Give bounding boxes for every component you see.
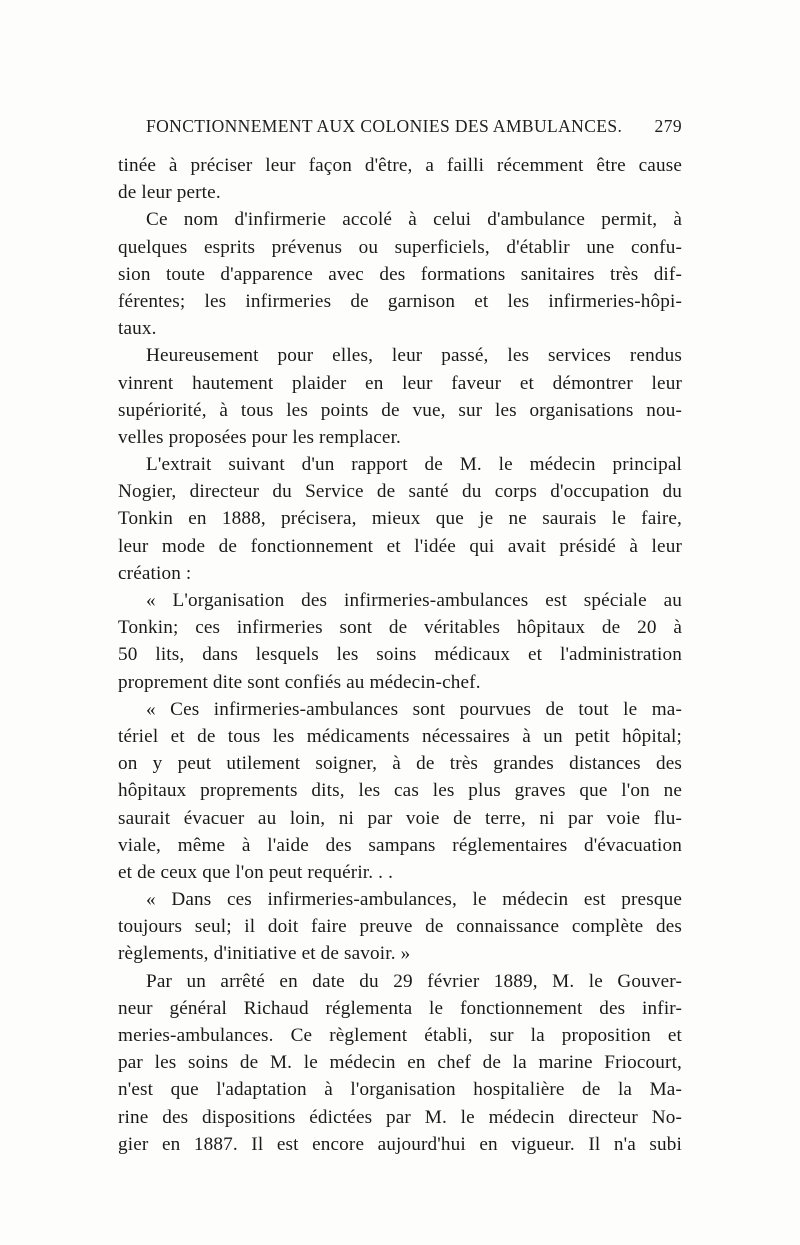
text-line: Par un arrêté en date du 29 février 1889, M. le Gouver- <box>146 970 682 992</box>
text-line: gier en 1887. Il est encore aujourd'hui en vigueur. Il n'a subi <box>118 1133 682 1155</box>
text-line: Tonkin en 1888, précisera, mieux que je ne saurais le faire, <box>118 508 682 530</box>
text-line: par les soins de M. le médecin en chef de la marine Friocourt, <box>118 1052 682 1074</box>
text-line: meries-ambulances. Ce règlement établi, sur la proposition et <box>118 1025 682 1046</box>
page-number: 279 <box>654 116 682 136</box>
text-line: n'est que l'adaptation à l'organisation hospitalière de la Ma- <box>118 1079 682 1101</box>
text-line: Tonkin; ces infirmeries sont de véritables hôpitaux de 20 à <box>118 617 682 639</box>
text-line: L'extrait suivant d'un rapport de M. le médecin principal <box>146 454 682 476</box>
text-line: règlements, d'initiative et de savoir. » <box>118 943 411 965</box>
text-line: férentes; les infirmeries de garnison et les infirmeries-hôpi- <box>118 290 682 312</box>
body-text <box>118 152 682 1158</box>
text-line: Heureusement pour elles, leur passé, les services rendus <box>146 345 682 367</box>
text-line: supériorité, à tous les points de vue, sur les organisations nou- <box>118 399 682 421</box>
text-line: Ce nom d'infirmerie accolé à celui d'ambulance permit, à <box>146 209 682 231</box>
running-head <box>118 116 682 142</box>
text-line: neur général Richaud réglementa le fonctionnement des infir- <box>118 997 682 1019</box>
text-line: viale, même à l'aide des sampans réglementaires d'évacuation <box>118 834 682 856</box>
text-line: on y peut utilement soigner, à de très grandes distances des <box>118 753 682 775</box>
text-line: velles proposées pour les remplacer. <box>118 426 401 448</box>
text-line: rine des dispositions édictées par M. le médecin directeur No- <box>118 1106 682 1128</box>
text-line: leur mode de fonctionnement et l'idée qui avait présidé à leur <box>118 535 682 557</box>
text-line: sion toute d'apparence avec des formations sanitaires très dif- <box>118 263 682 285</box>
text-line: « Ces infirmeries-ambulances sont pourvues de tout le ma- <box>146 698 682 720</box>
text-line: « L'organisation des infirmeries-ambulances est spéciale au <box>146 590 682 611</box>
text-line: création : <box>118 562 192 584</box>
text-line: Nogier, directeur du Service de santé du corps d'occupation du <box>118 481 682 503</box>
text-line: proprement dite sont confiés au médecin-chef. <box>118 671 481 693</box>
text-line: saurait évacuer au loin, ni par voie de terre, ni par voie flu- <box>118 807 682 829</box>
text-line: « Dans ces infirmeries-ambulances, le médecin est presque <box>146 889 682 911</box>
text-line: tériel et de tous les médicaments nécessaires à un petit hôpital; <box>118 725 682 747</box>
text-line: hôpitaux proprements dits, les cas les plus graves que l'on ne <box>118 780 682 802</box>
text-line: 50 lits, dans lesquels les soins médicaux et l'administration <box>118 644 682 666</box>
text-line: tinée à préciser leur façon d'être, a failli récemment être cause <box>118 155 682 176</box>
text-line: de leur perte. <box>118 182 221 204</box>
text-line: toujours seul; il doit faire preuve de connaissance complète des <box>118 916 682 938</box>
text-line: quelques esprits prévenus ou superficiels, d'établir une confu- <box>118 236 682 258</box>
text-line: et de ceux que l'on peut requérir. . . <box>118 861 394 883</box>
running-head-title: FONCTIONNEMENT AUX COLONIES DES AMBULANCES. <box>146 116 623 136</box>
text-line: taux. <box>118 318 157 340</box>
text-line: vinrent hautement plaider en leur faveur et démontrer leur <box>118 372 682 394</box>
